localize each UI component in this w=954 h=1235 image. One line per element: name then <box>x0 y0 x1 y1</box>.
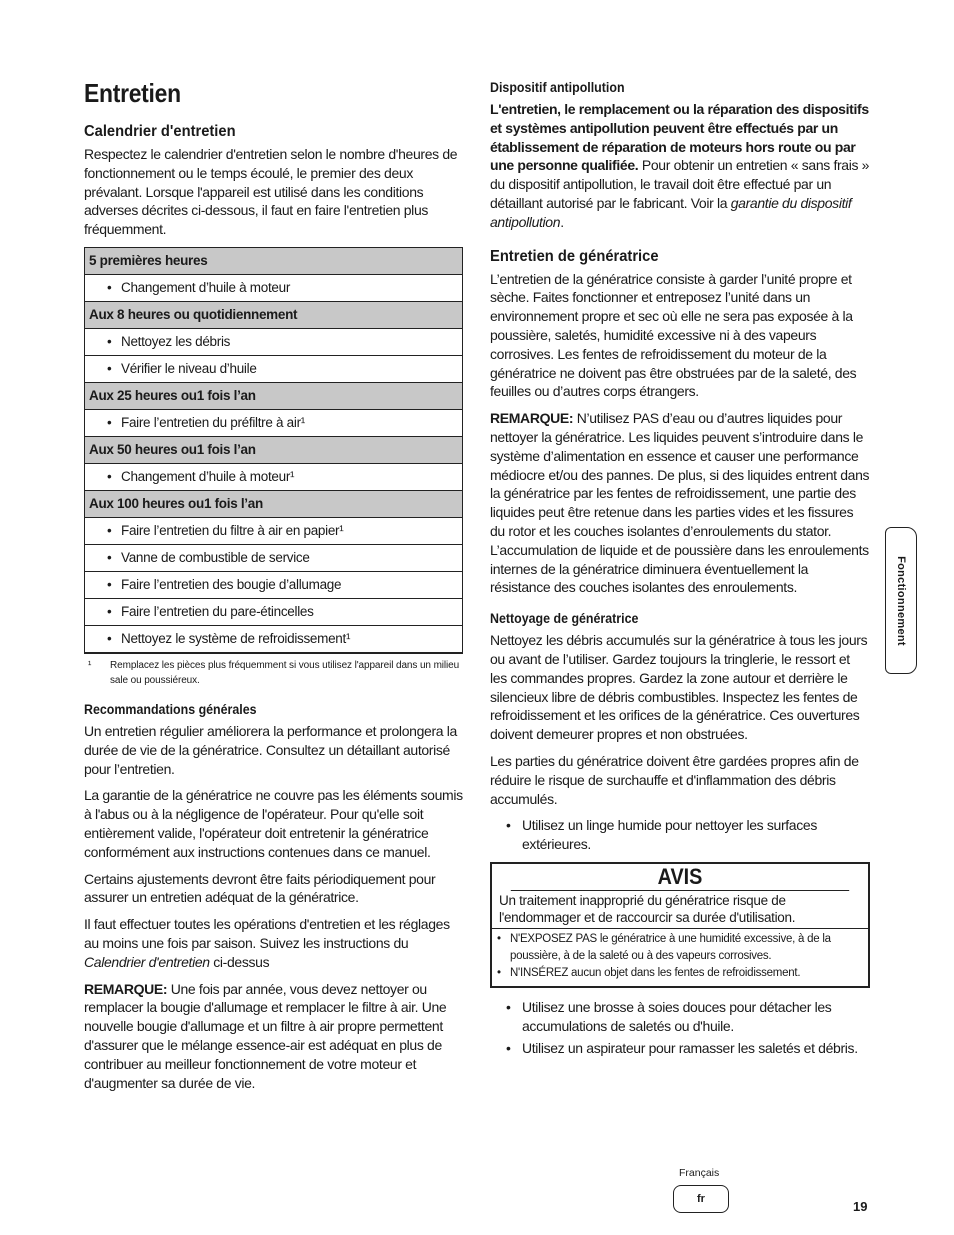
schedule-header: Aux 8 heures ou quotidiennement <box>85 301 463 328</box>
schedule-task-row <box>85 463 463 490</box>
left-column <box>84 78 464 1100</box>
calendar-heading: Calendrier d'entretien <box>84 123 236 140</box>
bullet: • <box>107 415 112 431</box>
right-column <box>490 80 870 1066</box>
task-label: Nettoyez les débris <box>121 334 231 350</box>
schedule-task <box>85 328 463 355</box>
schedule-task <box>85 571 463 598</box>
task-label: Faire l’entretien du pare-étincelles <box>121 604 314 620</box>
page-title: Entretien <box>84 78 181 108</box>
calendar-intro: Respectez le calendrier d'entretien selon le nombre d'heures de fonctionnement ou le temps écoulé, le premier des deux prévalant. Lorsque l'appareil est utilisé dans les conditions adverses décrites ci-dessous, il faut en faire l'entretien plus fréquemment. <box>84 146 458 238</box>
note-label: REMARQUE: <box>490 410 574 427</box>
antipollution-text <box>490 100 870 232</box>
section-tab <box>885 527 917 674</box>
general-p1: Un entretien régulier améliorera la performance et prolongera la durée de vie de la génératrice. Consultez un détaillant autorisé pour l’entretien. <box>84 722 457 777</box>
bullet: • <box>107 550 112 566</box>
task-label: Nettoyez le système de refroidissement¹ <box>121 631 351 647</box>
schedule-header: Aux 25 heures ou1 fois l’an <box>85 382 463 409</box>
schedule-task-row <box>85 571 463 598</box>
notice-item: • N'INSÉREZ aucun objet dans les fentes de refroidissement. <box>496 965 864 982</box>
note-text: Une fois par année, vous devez nettoyer ou remplacer la bougie d'allumage et remplacer le filtre à air. Une nouvelle bougie d'allumage et un filtre à air propre permettent d'assurer que le mélange essence-air est adéquat en plus de contribuer au meilleur fonctionnement de votre moteur et d'augmenter sa durée de vie. <box>84 980 447 1091</box>
schedule-task-row <box>85 328 463 355</box>
bullet: • <box>107 577 112 593</box>
schedule-task-row <box>85 544 463 571</box>
schedule-task-row <box>85 598 463 625</box>
general-p4 <box>84 915 464 971</box>
text-run: Il faut effectuer toutes les opérations d'entretien et les réglages au moins une fois par saison. Suivez les instructions du <box>84 916 450 951</box>
schedule-header-row <box>85 382 463 409</box>
schedule-task-row <box>85 625 463 653</box>
list-item: • Utilisez un aspirateur pour ramasser les saletés et débris. <box>506 1039 870 1058</box>
language-label: Français <box>679 1167 720 1179</box>
text-run: . <box>560 213 564 230</box>
bullet: • <box>107 523 112 539</box>
bullet: • <box>107 280 112 296</box>
cleaning-p1: Nettoyez les débris accumulés sur la génératrice à tous les jours ou avant de l’utiliser. Gardez toujours la tringlerie, le ressort et les commandes propres. Gardez la zone autour et derrière le silencieux libre de débris combustibles. Inspectez les fentes de refroidissement et les orifices de la génératrice. Ces ouvertures doivent demeurer propres et non obstruées. <box>490 632 868 743</box>
task-label: Changement d’huile à moteur¹ <box>121 469 295 485</box>
task-label: Changement d’huile à moteur <box>121 280 291 296</box>
task-label: Faire l’entretien du préfiltre à air¹ <box>121 415 305 431</box>
schedule-task <box>85 409 463 436</box>
schedule-task-row <box>85 409 463 436</box>
notice-box <box>490 862 870 988</box>
generator-heading: Entretien de génératrice <box>490 247 659 265</box>
list-item: • Utilisez une brosse à soies douces pour détacher les accumulations de saletés ou d'huile. <box>506 998 870 1036</box>
footnote-marker: ¹ <box>88 659 92 671</box>
table-footnote <box>84 658 464 688</box>
general-p2: La garantie de la génératrice ne couvre pas les éléments soumis à l'abus ou à la négligence de l'opérateur. Pour qu'elle soit entièrement valide, l'opérateur doit entretenir la génératrice conformément aux instructions contenues dans ce manuel. <box>84 787 463 860</box>
schedule-task-row <box>85 355 463 382</box>
maintenance-schedule-table <box>84 247 463 654</box>
bullet: • <box>107 631 112 647</box>
warranty-reference: garantie du dispositif antipollution <box>490 194 852 230</box>
note-text: N’utilisez PAS d’eau ou d’autres liquides pour nettoyer la génératrice. Les liquides peuvent s’introduire dans le système d’alimentation en essence et causer une performance médiocre et/ou des pannes. De plus, si des liquides entrent dans la génératrice par les fentes de refroidissement, une partie des liquides peut être retenue dans les parties vides et les fissures du rotor et les couches isolantes d’enroulements du stator. L’accumulation de liquide et de poussière dans les enroulements internes de la génératrice diminuera éventuellement la résistance des couches isolantes des enroulements. <box>490 410 870 596</box>
schedule-header-row <box>85 436 463 463</box>
schedule-header: 5 premières heures <box>85 247 463 274</box>
schedule-task-row <box>85 517 463 544</box>
note-label: REMARQUE: <box>84 980 168 997</box>
page-number: 19 <box>853 1199 868 1214</box>
schedule-task <box>85 463 463 490</box>
antipollution-bold: L'entretien, le remplacement ou la réparation des dispositifs et systèmes antipollution peuvent être effectués par un établissement de réparation de moteurs hors route ou par une personne qualifiée. <box>490 101 869 174</box>
schedule-header-row <box>85 490 463 517</box>
cleaning-heading: Nettoyage de génératrice <box>490 611 639 627</box>
generator-note <box>490 409 870 597</box>
task-label: Vérifier le niveau d’huile <box>121 361 257 377</box>
schedule-header-row <box>85 247 463 274</box>
schedule-header: Aux 100 heures ou1 fois l’an <box>85 490 463 517</box>
language-code-badge: fr <box>673 1185 729 1213</box>
list-item: • Utilisez un linge humide pour nettoyer les surfaces extérieures. <box>506 816 870 854</box>
cleaning-list <box>490 816 870 854</box>
text-run: ci-dessus <box>209 953 270 970</box>
schedule-task <box>85 355 463 382</box>
section-tab-label: Fonctionnement <box>895 555 907 646</box>
task-label: Vanne de combustible de service <box>121 550 310 566</box>
notice-list <box>492 929 868 986</box>
general-heading: Recommandations générales <box>84 701 257 717</box>
footnote-text: Remplacez les pièces plus fréquemment si vous utilisez l'appareil dans un milieu sale ou poussiéreux. <box>110 659 460 686</box>
bullet: • <box>107 604 112 620</box>
calendar-reference: Calendrier d'entretien <box>84 953 210 970</box>
bullet: • <box>107 334 112 350</box>
notice-item: • N'EXPOSEZ PAS le génératrice à une humidité excessive, à de la poussière, à de la saleté ou à des vapeurs corrosives. <box>496 931 864 965</box>
text-run: Pour obtenir un entretien « sans frais » du dispositif antipollution, le travail doit être effectué par un détaillant autorisé par le fabricant. Voir la <box>490 157 870 211</box>
schedule-task <box>85 598 463 625</box>
cleaning-list-more <box>490 998 870 1058</box>
cleaning-p2: Les parties du génératrice doivent être gardées propres afin de réduire le risque de surchauffe et d'inflammation des débris accumulés. <box>490 752 859 807</box>
schedule-header-row <box>85 301 463 328</box>
schedule-task-row <box>85 274 463 301</box>
schedule-header: Aux 50 heures ou1 fois l’an <box>85 436 463 463</box>
schedule-task <box>85 274 463 301</box>
bullet: • <box>107 469 112 485</box>
bullet: • <box>107 361 112 377</box>
generator-p1: L’entretien de la génératrice consiste à garder l’unité propre et sèche. Faites fonctionner et entreposez l’unité dans un environnement propre et sec où elle ne sera pas exposée à la poussière, saletés, humidité excessive ni à des vapeurs corrosives. Les fentes de refroidissement du moteur de la génératrice ne doivent pas être obstruées par de la saleté, des feuilles ou d’autres corps étrangers. <box>490 270 857 400</box>
notice-title: AVIS <box>511 864 849 891</box>
notice-description: Un traitement inapproprié du génératrice risque de l'endommager et de raccourcir sa durée d'utilisation. <box>492 891 868 929</box>
schedule-task <box>85 625 463 653</box>
task-label: Faire l’entretien des bougie d’allumage <box>121 577 342 593</box>
task-label: Faire l’entretien du filtre à air en papier¹ <box>121 523 344 539</box>
general-p3: Certains ajustements devront être faits périodiquement pour assurer un entretien adéquat de la génératrice. <box>84 870 436 906</box>
general-note <box>84 980 464 1093</box>
schedule-task <box>85 544 463 571</box>
antipollution-heading: Dispositif antipollution <box>490 80 625 95</box>
schedule-task <box>85 517 463 544</box>
